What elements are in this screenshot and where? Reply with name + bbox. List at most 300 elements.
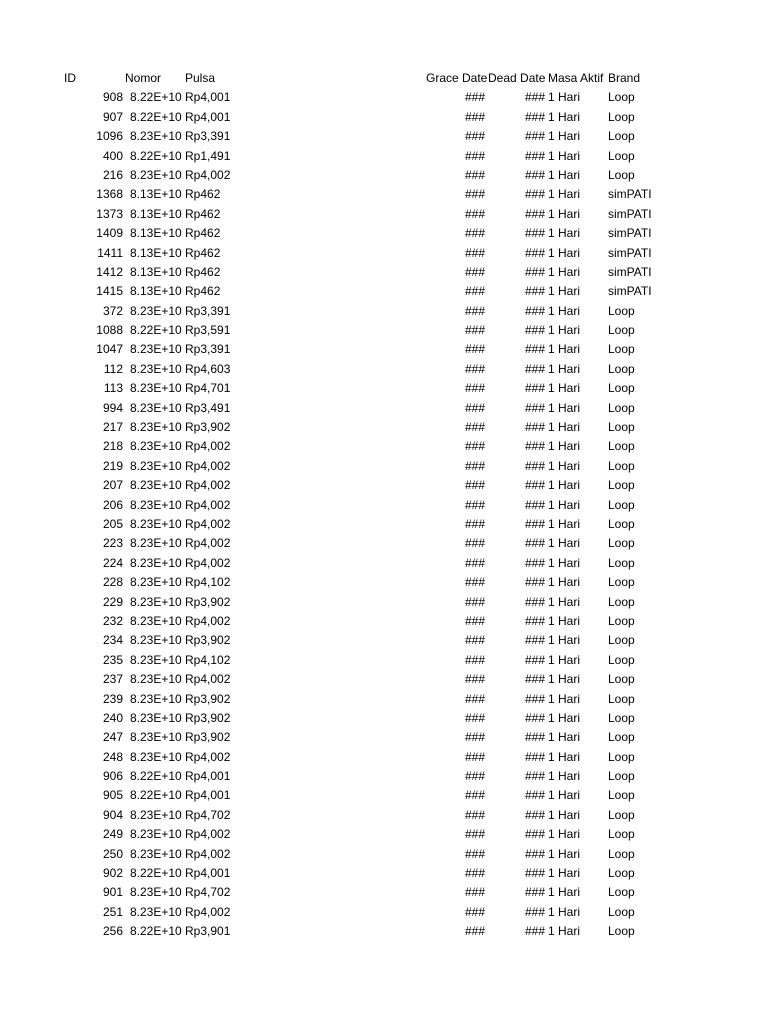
cell-grace-date: ###	[464, 497, 485, 512]
cell-id: 113	[103, 381, 123, 396]
cell-brand: Loop	[608, 303, 635, 318]
cell-id: 224	[102, 555, 123, 570]
cell-nomor: 8.22E+10	[130, 90, 182, 105]
cell-id: 112	[103, 361, 123, 376]
table-row	[0, 321, 768, 340]
cell-masa-aktif: 1 Hari	[548, 788, 581, 803]
cell-pulsa: Rp4,001	[185, 769, 231, 784]
cell-masa-aktif: 1 Hari	[548, 536, 581, 551]
cell-dead-date: ###	[524, 400, 545, 415]
cell-brand: Loop	[608, 400, 635, 415]
table-row	[0, 88, 768, 107]
cell-grace-date: ###	[464, 303, 485, 318]
cell-grace-date: ###	[464, 381, 485, 396]
cell-masa-aktif: 1 Hari	[548, 342, 581, 357]
cell-brand: Loop	[608, 167, 635, 182]
cell-nomor: 8.13E+10	[130, 284, 182, 299]
cell-masa-aktif: 1 Hari	[548, 497, 581, 512]
table-row	[0, 185, 768, 204]
cell-dead-date: ###	[524, 575, 545, 590]
cell-id: 1373	[96, 206, 123, 221]
cell-id: 1096	[96, 129, 123, 144]
header-dead-date: Dead Date	[488, 71, 546, 85]
cell-id: 239	[102, 691, 123, 706]
cell-dead-date: ###	[524, 516, 545, 531]
cell-pulsa: Rp4,701	[185, 381, 231, 396]
cell-pulsa: Rp3,901	[185, 924, 231, 939]
cell-grace-date: ###	[464, 516, 485, 531]
cell-brand: Loop	[608, 652, 635, 667]
cell-pulsa: Rp4,002	[185, 613, 231, 628]
cell-pulsa: Rp4,702	[185, 885, 231, 900]
table-row	[0, 437, 768, 456]
cell-id: 250	[102, 846, 123, 861]
cell-pulsa: Rp4,001	[185, 90, 231, 105]
cell-masa-aktif: 1 Hari	[548, 691, 581, 706]
cell-dead-date: ###	[524, 613, 545, 628]
cell-dead-date: ###	[524, 594, 545, 609]
cell-dead-date: ###	[524, 187, 545, 202]
cell-dead-date: ###	[524, 788, 545, 803]
cell-grace-date: ###	[464, 226, 485, 241]
table-body	[0, 88, 768, 941]
cell-brand: simPATI	[608, 187, 652, 202]
cell-grace-date: ###	[464, 633, 485, 648]
cell-nomor: 8.22E+10	[130, 788, 182, 803]
cell-nomor: 8.23E+10	[130, 807, 182, 822]
cell-grace-date: ###	[464, 458, 485, 473]
cell-brand: Loop	[608, 555, 635, 570]
cell-brand: Loop	[608, 885, 635, 900]
cell-brand: Loop	[608, 536, 635, 551]
cell-dead-date: ###	[524, 652, 545, 667]
cell-grace-date: ###	[464, 807, 485, 822]
cell-brand: Loop	[608, 730, 635, 745]
cell-masa-aktif: 1 Hari	[548, 284, 581, 299]
cell-grace-date: ###	[464, 613, 485, 628]
table-row	[0, 903, 768, 922]
cell-pulsa: Rp3,591	[185, 323, 231, 338]
cell-nomor: 8.22E+10	[130, 148, 182, 163]
cell-grace-date: ###	[464, 769, 485, 784]
cell-id: 235	[102, 652, 123, 667]
cell-grace-date: ###	[464, 264, 485, 279]
cell-dead-date: ###	[524, 381, 545, 396]
cell-id: 907	[102, 109, 123, 124]
table-row	[0, 244, 768, 263]
cell-nomor: 8.23E+10	[130, 575, 182, 590]
cell-id: 207	[102, 478, 123, 493]
cell-pulsa: Rp462	[185, 226, 221, 241]
cell-grace-date: ###	[464, 148, 485, 163]
cell-nomor: 8.13E+10	[130, 264, 182, 279]
cell-id: 205	[102, 516, 123, 531]
cell-pulsa: Rp4,002	[185, 827, 231, 842]
cell-brand: Loop	[608, 478, 635, 493]
table-row	[0, 166, 768, 185]
table-row	[0, 496, 768, 515]
cell-masa-aktif: 1 Hari	[548, 749, 581, 764]
cell-masa-aktif: 1 Hari	[548, 672, 581, 687]
cell-id: 1368	[96, 187, 123, 202]
header-brand: Brand	[608, 71, 641, 85]
cell-grace-date: ###	[464, 827, 485, 842]
cell-pulsa: Rp4,001	[185, 109, 231, 124]
cell-grace-date: ###	[464, 788, 485, 803]
cell-nomor: 8.23E+10	[130, 730, 182, 745]
cell-nomor: 8.23E+10	[130, 555, 182, 570]
cell-brand: Loop	[608, 846, 635, 861]
cell-brand: Loop	[608, 575, 635, 590]
cell-masa-aktif: 1 Hari	[548, 458, 581, 473]
header-id: ID	[64, 71, 76, 85]
cell-id: 372	[102, 303, 123, 318]
cell-brand: Loop	[608, 129, 635, 144]
table-row	[0, 883, 768, 902]
cell-nomor: 8.23E+10	[130, 458, 182, 473]
cell-masa-aktif: 1 Hari	[548, 846, 581, 861]
cell-nomor: 8.13E+10	[130, 187, 182, 202]
cell-id: 904	[102, 807, 123, 822]
cell-id: 228	[102, 575, 123, 590]
cell-nomor: 8.23E+10	[130, 749, 182, 764]
cell-brand: Loop	[608, 594, 635, 609]
cell-nomor: 8.23E+10	[130, 478, 182, 493]
cell-nomor: 8.23E+10	[130, 381, 182, 396]
table-row	[0, 360, 768, 379]
table-row	[0, 864, 768, 883]
cell-nomor: 8.22E+10	[130, 924, 182, 939]
cell-masa-aktif: 1 Hari	[548, 381, 581, 396]
cell-brand: Loop	[608, 633, 635, 648]
table-row	[0, 631, 768, 650]
cell-id: 1411	[97, 245, 123, 260]
cell-masa-aktif: 1 Hari	[548, 400, 581, 415]
cell-pulsa: Rp4,002	[185, 497, 231, 512]
cell-pulsa: Rp3,391	[185, 129, 231, 144]
cell-brand: Loop	[608, 807, 635, 822]
cell-id: 206	[102, 497, 123, 512]
cell-nomor: 8.23E+10	[130, 827, 182, 842]
cell-brand: Loop	[608, 691, 635, 706]
cell-id: 237	[102, 672, 123, 687]
table-row	[0, 767, 768, 786]
cell-grace-date: ###	[464, 691, 485, 706]
cell-pulsa: Rp4,001	[185, 866, 231, 881]
cell-brand: simPATI	[608, 226, 652, 241]
table-row	[0, 399, 768, 418]
cell-id: 218	[102, 439, 123, 454]
cell-pulsa: Rp462	[185, 245, 221, 260]
cell-id: 400	[102, 148, 123, 163]
cell-id: 256	[102, 924, 123, 939]
table-row	[0, 845, 768, 864]
cell-brand: Loop	[608, 458, 635, 473]
cell-pulsa: Rp4,002	[185, 672, 231, 687]
cell-dead-date: ###	[524, 866, 545, 881]
cell-brand: simPATI	[608, 206, 652, 221]
cell-dead-date: ###	[524, 730, 545, 745]
table-row	[0, 593, 768, 612]
table-row	[0, 573, 768, 592]
header-grace-date: Grace Date	[426, 71, 488, 85]
cell-dead-date: ###	[524, 420, 545, 435]
cell-grace-date: ###	[464, 420, 485, 435]
cell-pulsa: Rp4,001	[185, 788, 231, 803]
cell-grace-date: ###	[464, 885, 485, 900]
cell-masa-aktif: 1 Hari	[548, 807, 581, 822]
cell-masa-aktif: 1 Hari	[548, 652, 581, 667]
cell-dead-date: ###	[524, 555, 545, 570]
table-row	[0, 418, 768, 437]
cell-grace-date: ###	[464, 866, 485, 881]
cell-id: 223	[102, 536, 123, 551]
cell-nomor: 8.23E+10	[130, 652, 182, 667]
cell-nomor: 8.23E+10	[130, 497, 182, 512]
table-row	[0, 127, 768, 146]
cell-pulsa: Rp3,491	[185, 400, 231, 415]
cell-grace-date: ###	[464, 846, 485, 861]
header-masa-aktif: Masa Aktif	[548, 71, 604, 85]
cell-brand: Loop	[608, 361, 635, 376]
cell-brand: Loop	[608, 672, 635, 687]
cell-nomor: 8.13E+10	[130, 245, 182, 260]
cell-brand: Loop	[608, 924, 635, 939]
cell-dead-date: ###	[524, 827, 545, 842]
cell-nomor: 8.22E+10	[130, 866, 182, 881]
cell-masa-aktif: 1 Hari	[548, 167, 581, 182]
cell-id: 216	[102, 167, 123, 182]
cell-dead-date: ###	[524, 226, 545, 241]
cell-id: 908	[102, 90, 123, 105]
cell-brand: Loop	[608, 827, 635, 842]
cell-id: 905	[102, 788, 123, 803]
cell-dead-date: ###	[524, 458, 545, 473]
table-row	[0, 728, 768, 747]
cell-id: 248	[102, 749, 123, 764]
cell-pulsa: Rp462	[185, 187, 221, 202]
cell-dead-date: ###	[524, 303, 545, 318]
cell-brand: Loop	[608, 613, 635, 628]
cell-grace-date: ###	[464, 749, 485, 764]
table-row	[0, 709, 768, 728]
table-row	[0, 670, 768, 689]
cell-dead-date: ###	[524, 807, 545, 822]
cell-id: 240	[102, 710, 123, 725]
cell-grace-date: ###	[464, 904, 485, 919]
cell-grace-date: ###	[464, 575, 485, 590]
table-row	[0, 922, 768, 941]
table-row	[0, 612, 768, 631]
cell-id: 1412	[96, 264, 123, 279]
cell-pulsa: Rp4,002	[185, 555, 231, 570]
table-row	[0, 786, 768, 805]
cell-id: 217	[102, 420, 123, 435]
cell-masa-aktif: 1 Hari	[548, 323, 581, 338]
cell-nomor: 8.23E+10	[130, 420, 182, 435]
cell-pulsa: Rp462	[185, 264, 221, 279]
cell-dead-date: ###	[524, 206, 545, 221]
table-row	[0, 263, 768, 282]
cell-grace-date: ###	[464, 284, 485, 299]
cell-id: 1409	[96, 226, 123, 241]
cell-brand: Loop	[608, 516, 635, 531]
cell-pulsa: Rp3,902	[185, 633, 231, 648]
cell-masa-aktif: 1 Hari	[548, 478, 581, 493]
cell-dead-date: ###	[524, 904, 545, 919]
cell-masa-aktif: 1 Hari	[548, 303, 581, 318]
cell-nomor: 8.23E+10	[130, 594, 182, 609]
cell-pulsa: Rp4,002	[185, 536, 231, 551]
cell-grace-date: ###	[464, 439, 485, 454]
cell-nomor: 8.23E+10	[130, 885, 182, 900]
cell-pulsa: Rp462	[185, 206, 221, 221]
cell-brand: Loop	[608, 788, 635, 803]
cell-dead-date: ###	[524, 536, 545, 551]
cell-pulsa: Rp3,391	[185, 303, 231, 318]
cell-dead-date: ###	[524, 885, 545, 900]
cell-dead-date: ###	[524, 264, 545, 279]
cell-pulsa: Rp4,002	[185, 904, 231, 919]
cell-grace-date: ###	[464, 478, 485, 493]
cell-pulsa: Rp3,902	[185, 691, 231, 706]
cell-dead-date: ###	[524, 439, 545, 454]
cell-masa-aktif: 1 Hari	[548, 264, 581, 279]
cell-id: 906	[102, 769, 123, 784]
cell-dead-date: ###	[524, 90, 545, 105]
table-row	[0, 205, 768, 224]
cell-masa-aktif: 1 Hari	[548, 924, 581, 939]
cell-masa-aktif: 1 Hari	[548, 866, 581, 881]
cell-masa-aktif: 1 Hari	[548, 439, 581, 454]
cell-grace-date: ###	[464, 594, 485, 609]
cell-pulsa: Rp3,902	[185, 594, 231, 609]
cell-brand: Loop	[608, 439, 635, 454]
table-row	[0, 282, 768, 301]
cell-dead-date: ###	[524, 691, 545, 706]
cell-grace-date: ###	[464, 342, 485, 357]
cell-nomor: 8.22E+10	[130, 769, 182, 784]
cell-brand: Loop	[608, 323, 635, 338]
cell-id: 902	[102, 866, 123, 881]
cell-id: 1088	[96, 323, 123, 338]
cell-id: 994	[102, 400, 123, 415]
table-row	[0, 651, 768, 670]
cell-masa-aktif: 1 Hari	[548, 226, 581, 241]
header-nomor: Nomor	[125, 71, 162, 85]
cell-pulsa: Rp4,002	[185, 458, 231, 473]
cell-grace-date: ###	[464, 730, 485, 745]
cell-masa-aktif: 1 Hari	[548, 613, 581, 628]
cell-dead-date: ###	[524, 148, 545, 163]
cell-grace-date: ###	[464, 245, 485, 260]
cell-nomor: 8.23E+10	[130, 613, 182, 628]
cell-nomor: 8.23E+10	[130, 672, 182, 687]
cell-pulsa: Rp4,702	[185, 807, 231, 822]
table-row	[0, 457, 768, 476]
cell-masa-aktif: 1 Hari	[548, 109, 581, 124]
cell-nomor: 8.23E+10	[130, 303, 182, 318]
cell-pulsa: Rp4,102	[185, 652, 231, 667]
cell-id: 1047	[96, 342, 123, 357]
cell-brand: simPATI	[608, 264, 652, 279]
cell-id: 249	[102, 827, 123, 842]
cell-brand: Loop	[608, 904, 635, 919]
cell-id: 251	[102, 904, 123, 919]
cell-masa-aktif: 1 Hari	[548, 555, 581, 570]
cell-grace-date: ###	[464, 924, 485, 939]
cell-brand: Loop	[608, 109, 635, 124]
cell-masa-aktif: 1 Hari	[548, 633, 581, 648]
cell-nomor: 8.23E+10	[130, 633, 182, 648]
cell-brand: Loop	[608, 342, 635, 357]
cell-masa-aktif: 1 Hari	[548, 904, 581, 919]
cell-pulsa: Rp462	[185, 284, 221, 299]
cell-grace-date: ###	[464, 129, 485, 144]
cell-masa-aktif: 1 Hari	[548, 187, 581, 202]
cell-pulsa: Rp4,102	[185, 575, 231, 590]
cell-pulsa: Rp4,002	[185, 846, 231, 861]
cell-grace-date: ###	[464, 672, 485, 687]
cell-masa-aktif: 1 Hari	[548, 575, 581, 590]
cell-nomor: 8.22E+10	[130, 109, 182, 124]
cell-id: 901	[102, 885, 123, 900]
header-row	[0, 69, 768, 88]
cell-pulsa: Rp3,902	[185, 710, 231, 725]
table-row	[0, 806, 768, 825]
cell-pulsa: Rp4,002	[185, 478, 231, 493]
cell-masa-aktif: 1 Hari	[548, 594, 581, 609]
cell-dead-date: ###	[524, 129, 545, 144]
cell-brand: Loop	[608, 710, 635, 725]
cell-grace-date: ###	[464, 536, 485, 551]
cell-nomor: 8.23E+10	[130, 129, 182, 144]
cell-grace-date: ###	[464, 167, 485, 182]
cell-grace-date: ###	[464, 206, 485, 221]
cell-dead-date: ###	[524, 361, 545, 376]
cell-nomor: 8.23E+10	[130, 167, 182, 182]
header-pulsa: Pulsa	[185, 71, 216, 85]
cell-id: 219	[102, 458, 123, 473]
cell-grace-date: ###	[464, 90, 485, 105]
cell-brand: Loop	[608, 148, 635, 163]
table-row	[0, 825, 768, 844]
cell-brand: Loop	[608, 769, 635, 784]
cell-masa-aktif: 1 Hari	[548, 148, 581, 163]
cell-dead-date: ###	[524, 749, 545, 764]
cell-nomor: 8.23E+10	[130, 400, 182, 415]
cell-masa-aktif: 1 Hari	[548, 206, 581, 221]
table-row	[0, 147, 768, 166]
cell-pulsa: Rp1,491	[185, 148, 231, 163]
cell-nomor: 8.23E+10	[130, 710, 182, 725]
cell-dead-date: ###	[524, 109, 545, 124]
cell-nomor: 8.22E+10	[130, 323, 182, 338]
cell-nomor: 8.23E+10	[130, 691, 182, 706]
cell-grace-date: ###	[464, 361, 485, 376]
cell-brand: Loop	[608, 381, 635, 396]
cell-grace-date: ###	[464, 652, 485, 667]
table-row	[0, 379, 768, 398]
cell-masa-aktif: 1 Hari	[548, 827, 581, 842]
cell-id: 234	[102, 633, 123, 648]
table-row	[0, 515, 768, 534]
cell-nomor: 8.23E+10	[130, 904, 182, 919]
cell-masa-aktif: 1 Hari	[548, 885, 581, 900]
cell-pulsa: Rp4,002	[185, 516, 231, 531]
cell-grace-date: ###	[464, 323, 485, 338]
cell-dead-date: ###	[524, 924, 545, 939]
